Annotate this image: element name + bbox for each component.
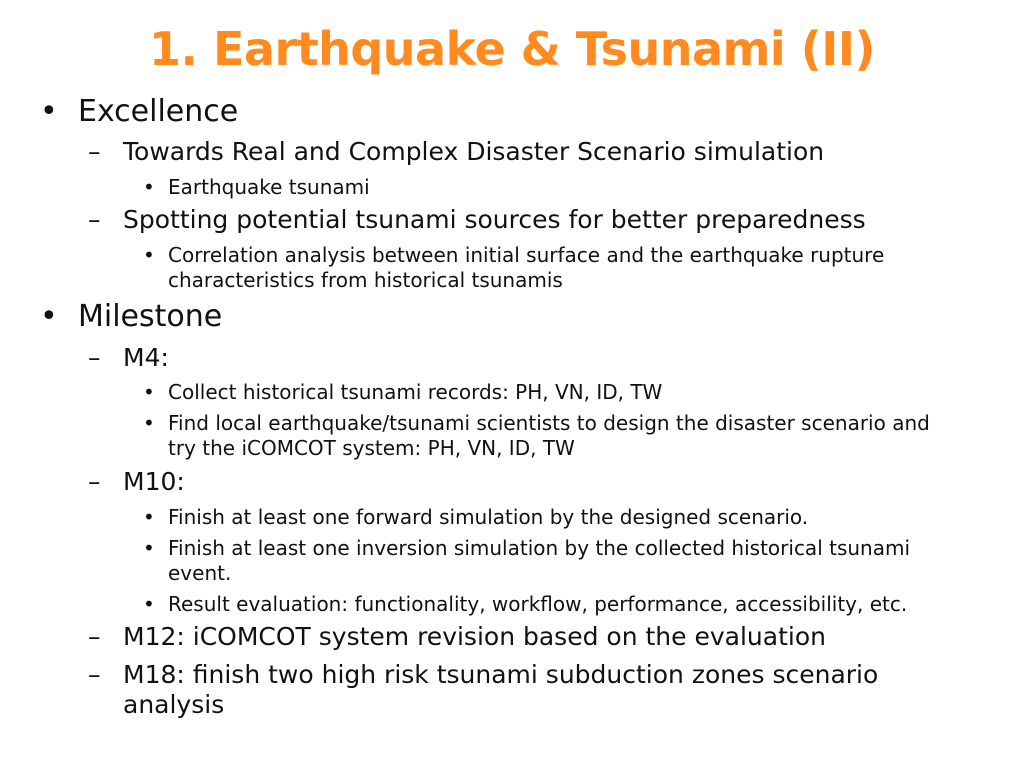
- slide-title: 1. Earthquake & Tsunami (II): [149, 22, 875, 76]
- bullet-marker: •: [143, 380, 155, 404]
- dash-marker: –: [88, 343, 101, 372]
- dash-marker: –: [88, 467, 101, 496]
- dash-marker: –: [88, 205, 101, 234]
- sub-sub-bullet-text: characteristics from historical tsunamis: [168, 268, 563, 292]
- sub-bullet-text: analysis: [123, 690, 225, 719]
- bullet-marker: •: [143, 536, 155, 560]
- bullet-marker: •: [143, 411, 155, 435]
- dash-marker: –: [88, 622, 101, 651]
- sub-bullet-text: M10:: [123, 467, 185, 496]
- bullet-text: Excellence: [78, 94, 239, 129]
- dash-marker: –: [88, 660, 101, 689]
- bullet-marker: •: [40, 299, 58, 334]
- bullet-marker: •: [143, 505, 155, 529]
- bullet-marker: •: [143, 175, 155, 199]
- bullet-marker: •: [40, 94, 58, 129]
- sub-sub-bullet-text: Earthquake tsunami: [168, 175, 370, 199]
- sub-bullet-text: Towards Real and Complex Disaster Scenario simulation: [123, 137, 825, 166]
- sub-bullet-text: Spotting potential tsunami sources for better preparedness: [123, 205, 866, 234]
- sub-sub-bullet-text: Finish at least one forward simulation by the designed scenario.: [168, 505, 809, 529]
- sub-sub-bullet-text: Finish at least one inversion simulation by the collected historical tsunami: [168, 536, 911, 560]
- sub-bullet-text: M12: iCOMCOT system revision based on the evaluation: [123, 622, 826, 651]
- dash-marker: –: [88, 137, 101, 166]
- sub-sub-bullet-text: Result evaluation: functionality, workflow, performance, accessibility, etc.: [168, 592, 908, 616]
- sub-sub-bullet-text: Collect historical tsunami records: PH, VN, ID, TW: [168, 380, 663, 404]
- bullet-text: Milestone: [78, 299, 223, 334]
- bullet-marker: •: [143, 592, 155, 616]
- bullet-marker: •: [143, 243, 155, 267]
- sub-sub-bullet-text: try the iCOMCOT system: PH, VN, ID, TW: [168, 436, 575, 460]
- sub-sub-bullet-text: Correlation analysis between initial surface and the earthquake rupture: [168, 243, 885, 267]
- sub-bullet-text: M4:: [123, 343, 169, 372]
- sub-bullet-text: M18: finish two high risk tsunami subduction zones scenario: [123, 660, 879, 689]
- sub-sub-bullet-text: event.: [168, 561, 232, 585]
- sub-sub-bullet-text: Find local earthquake/tsunami scientists to design the disaster scenario and: [168, 411, 930, 435]
